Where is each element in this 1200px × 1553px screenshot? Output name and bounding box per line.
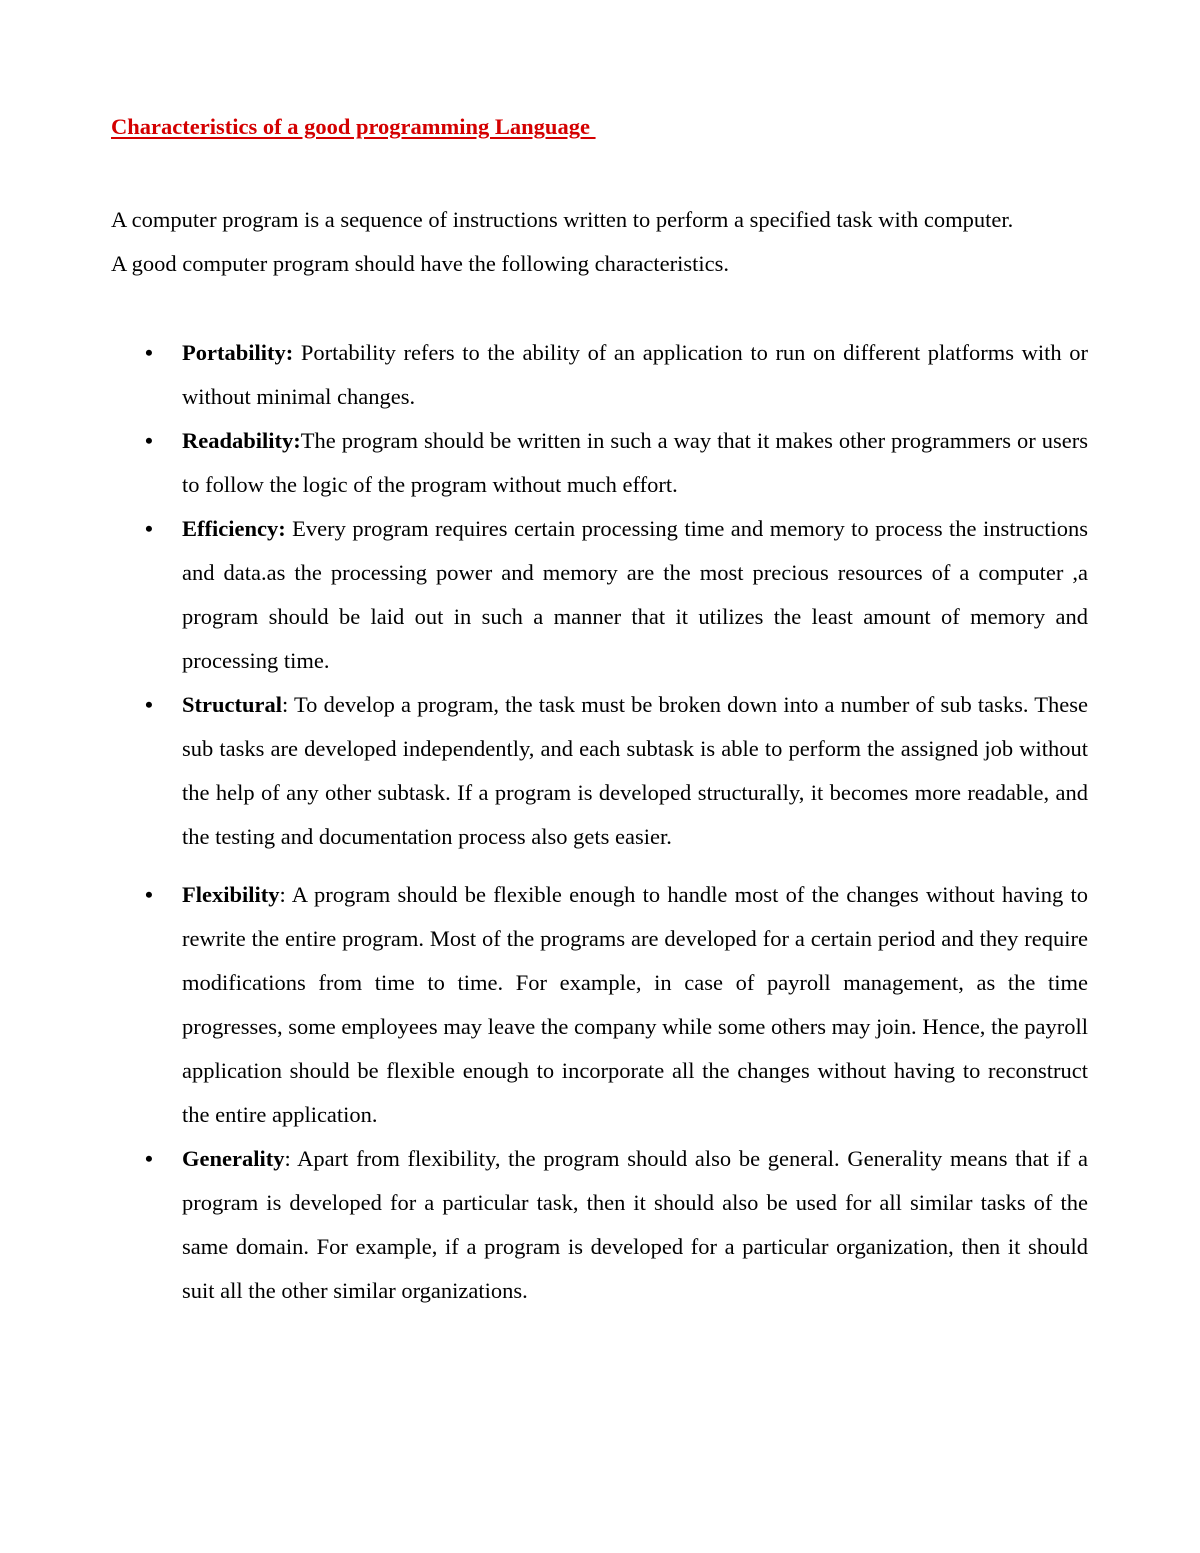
term-label: Readability: [182,428,301,453]
term-label: Structural [182,692,282,717]
characteristics-list [111,331,1088,1313]
list-item-generality [111,1137,1088,1313]
bullet-icon: • [145,428,153,453]
list-item-structural [111,683,1088,859]
bullet-icon: • [145,340,153,365]
term-label: Efficiency: [182,516,286,541]
list-item-efficiency [111,507,1088,683]
term-label: Portability: [182,340,294,365]
term-description: Every program requires certain processing time and memory to process the instructions and data.as the processing power and memory are the most precious resources of a computer ,a program should be laid out in such a manner that it utilizes the least amount of memory and processing time. [182,516,1088,673]
term-label: Generality [182,1146,285,1171]
list-item-flexibility [111,873,1088,1137]
intro-paragraph: A computer program is a sequence of instructions written to perform a specified task with computer. [111,207,1014,232]
bullet-icon: • [145,882,153,907]
term-description: : To develop a program, the task must be broken down into a number of sub tasks. These sub tasks are developed independently, and each subtask is able to perform the assigned job without the help of any other subtask. If a program is developed structurally, it becomes more readable, and the testing and documentation process also gets easier. [182,692,1088,849]
bullet-icon: • [145,516,153,541]
term-description: : A program should be flexible enough to handle most of the changes without having to rewrite the entire program. Most of the programs are developed for a certain period and they require modifications from time to time. For example, in case of payroll management, as the time progresses, some employees may leave the company while some others may join. Hence, the payroll application should be flexible enough to incorporate all the changes without having to reconstruct the entire application. [182,882,1088,1127]
document-title: Characteristics of a good programming Language [111,114,596,139]
bullet-icon: • [145,1146,153,1171]
list-item-portability [111,331,1088,419]
term-description: Portability refers to the ability of an application to run on different platforms with or without minimal changes. [182,340,1088,409]
list-item-readability [111,419,1088,507]
bullet-icon: • [145,692,153,717]
term-label: Flexibility [182,882,280,907]
term-description: : Apart from flexibility, the program should also be general. Generality means that if a program is developed for a particular task, then it should also be used for all similar tasks of the same domain. For example, if a program is developed for a particular organization, then it should suit all the other similar organizations. [182,1146,1088,1303]
document-body [111,111,1088,1313]
intro-paragraph-2: A good computer program should have the following characteristics. [111,251,729,276]
term-description: The program should be written in such a way that it makes other programmers or users to follow the logic of the program without much effort. [182,428,1088,497]
